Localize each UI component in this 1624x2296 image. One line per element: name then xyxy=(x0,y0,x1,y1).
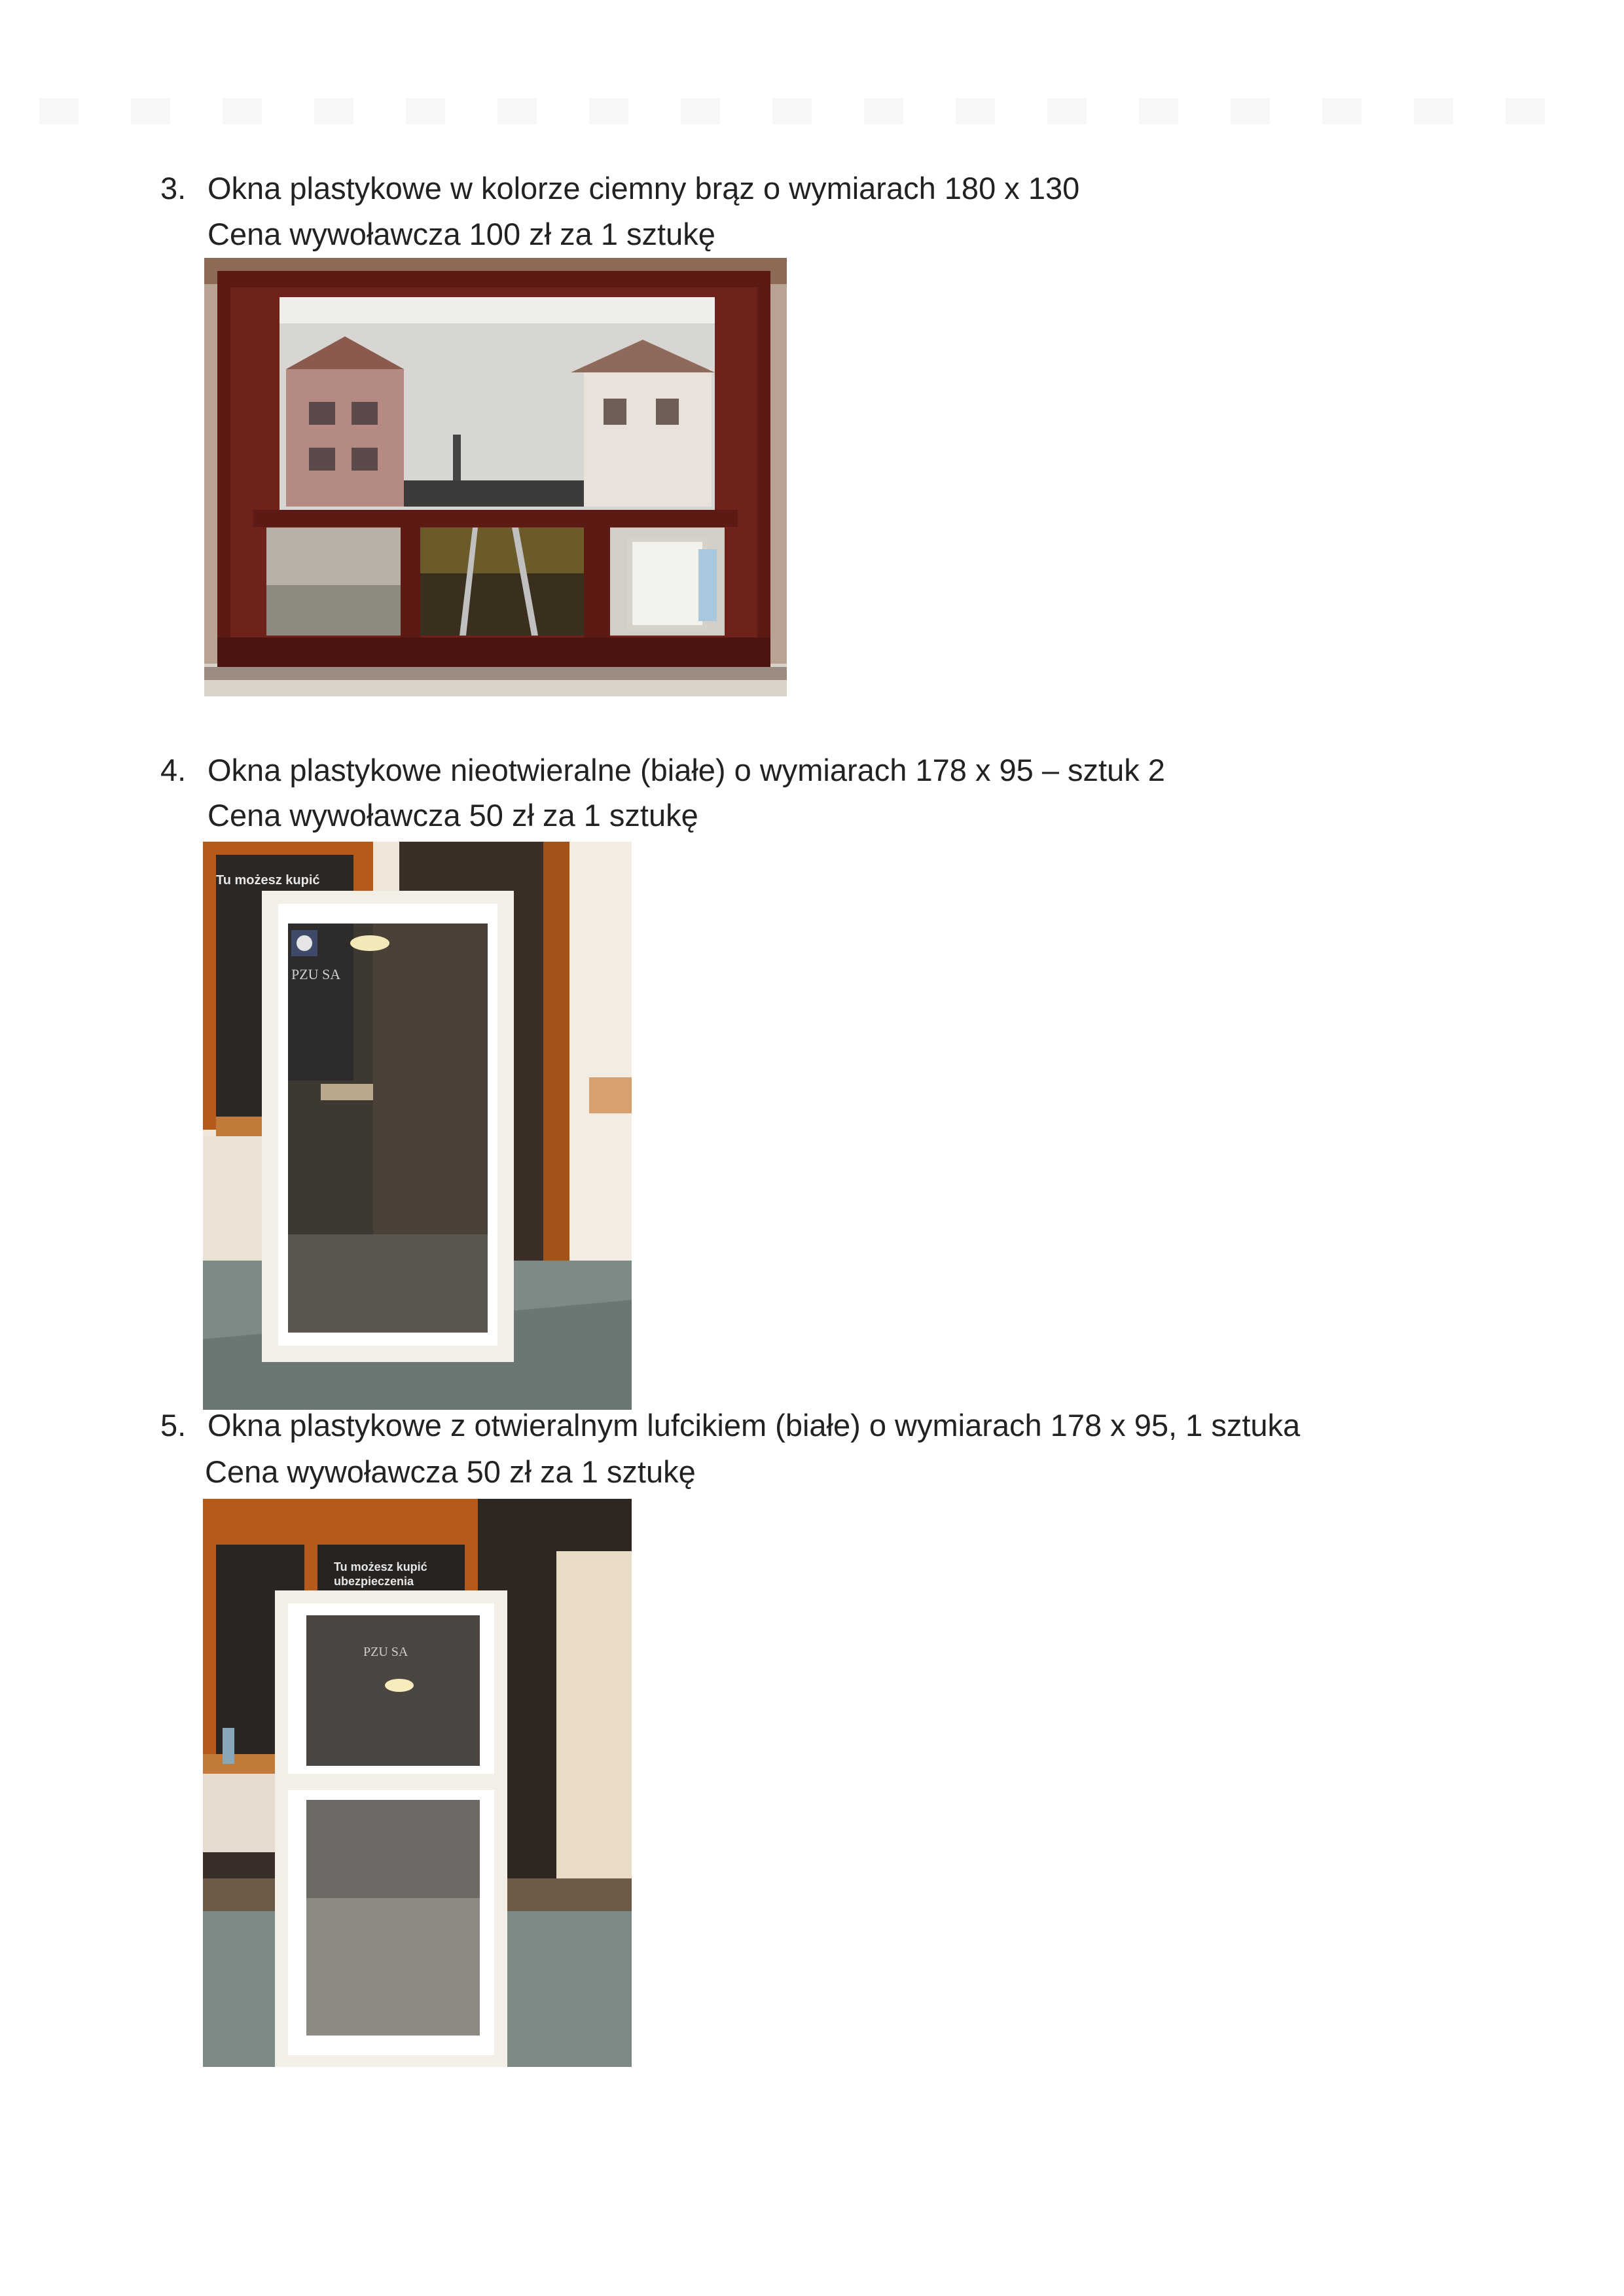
photo-white-window-fixed xyxy=(203,842,632,1410)
item-3-title-line xyxy=(160,173,1079,204)
item-4-price: Cena wywoławcza 50 zł za 1 sztukę xyxy=(208,798,698,833)
photo-pzu-text: PZU SA xyxy=(291,966,341,982)
item-4-title-line xyxy=(160,755,1165,785)
item-5-title: Okna plastykowe z otwieralnym lufcikiem (białe) o wymiarach 178 x 95, 1 sztuka xyxy=(208,1408,1301,1443)
photo-pzu-text: PZU SA xyxy=(363,1645,408,1659)
photo-sign-text: Tu możesz kupić xyxy=(216,873,320,888)
item-3-title: Okna plastykowe w kolorze ciemny brąz o wymiarach 180 x 130 xyxy=(208,171,1080,206)
photo-white-window-transom xyxy=(203,1499,632,2067)
item-4-number: 4. xyxy=(160,753,187,787)
scan-artifact-band xyxy=(39,98,1597,124)
item-5-number: 5. xyxy=(160,1408,187,1443)
item-3-price: Cena wywoławcza 100 zł za 1 sztukę xyxy=(208,217,715,251)
item-5-title-line xyxy=(160,1410,1300,1441)
item-3-number: 3. xyxy=(160,171,187,206)
photo-sign-text-1: Tu możesz kupić xyxy=(334,1560,427,1573)
photo-sign-text-2: ubezpieczenia xyxy=(334,1575,414,1588)
photo-brown-window xyxy=(204,258,787,696)
item-5-price: Cena wywoławcza 50 zł za 1 sztukę xyxy=(205,1454,696,1489)
item-4-title: Okna plastykowe nieotwieralne (białe) o wymiarach 178 x 95 – sztuk 2 xyxy=(208,753,1165,787)
